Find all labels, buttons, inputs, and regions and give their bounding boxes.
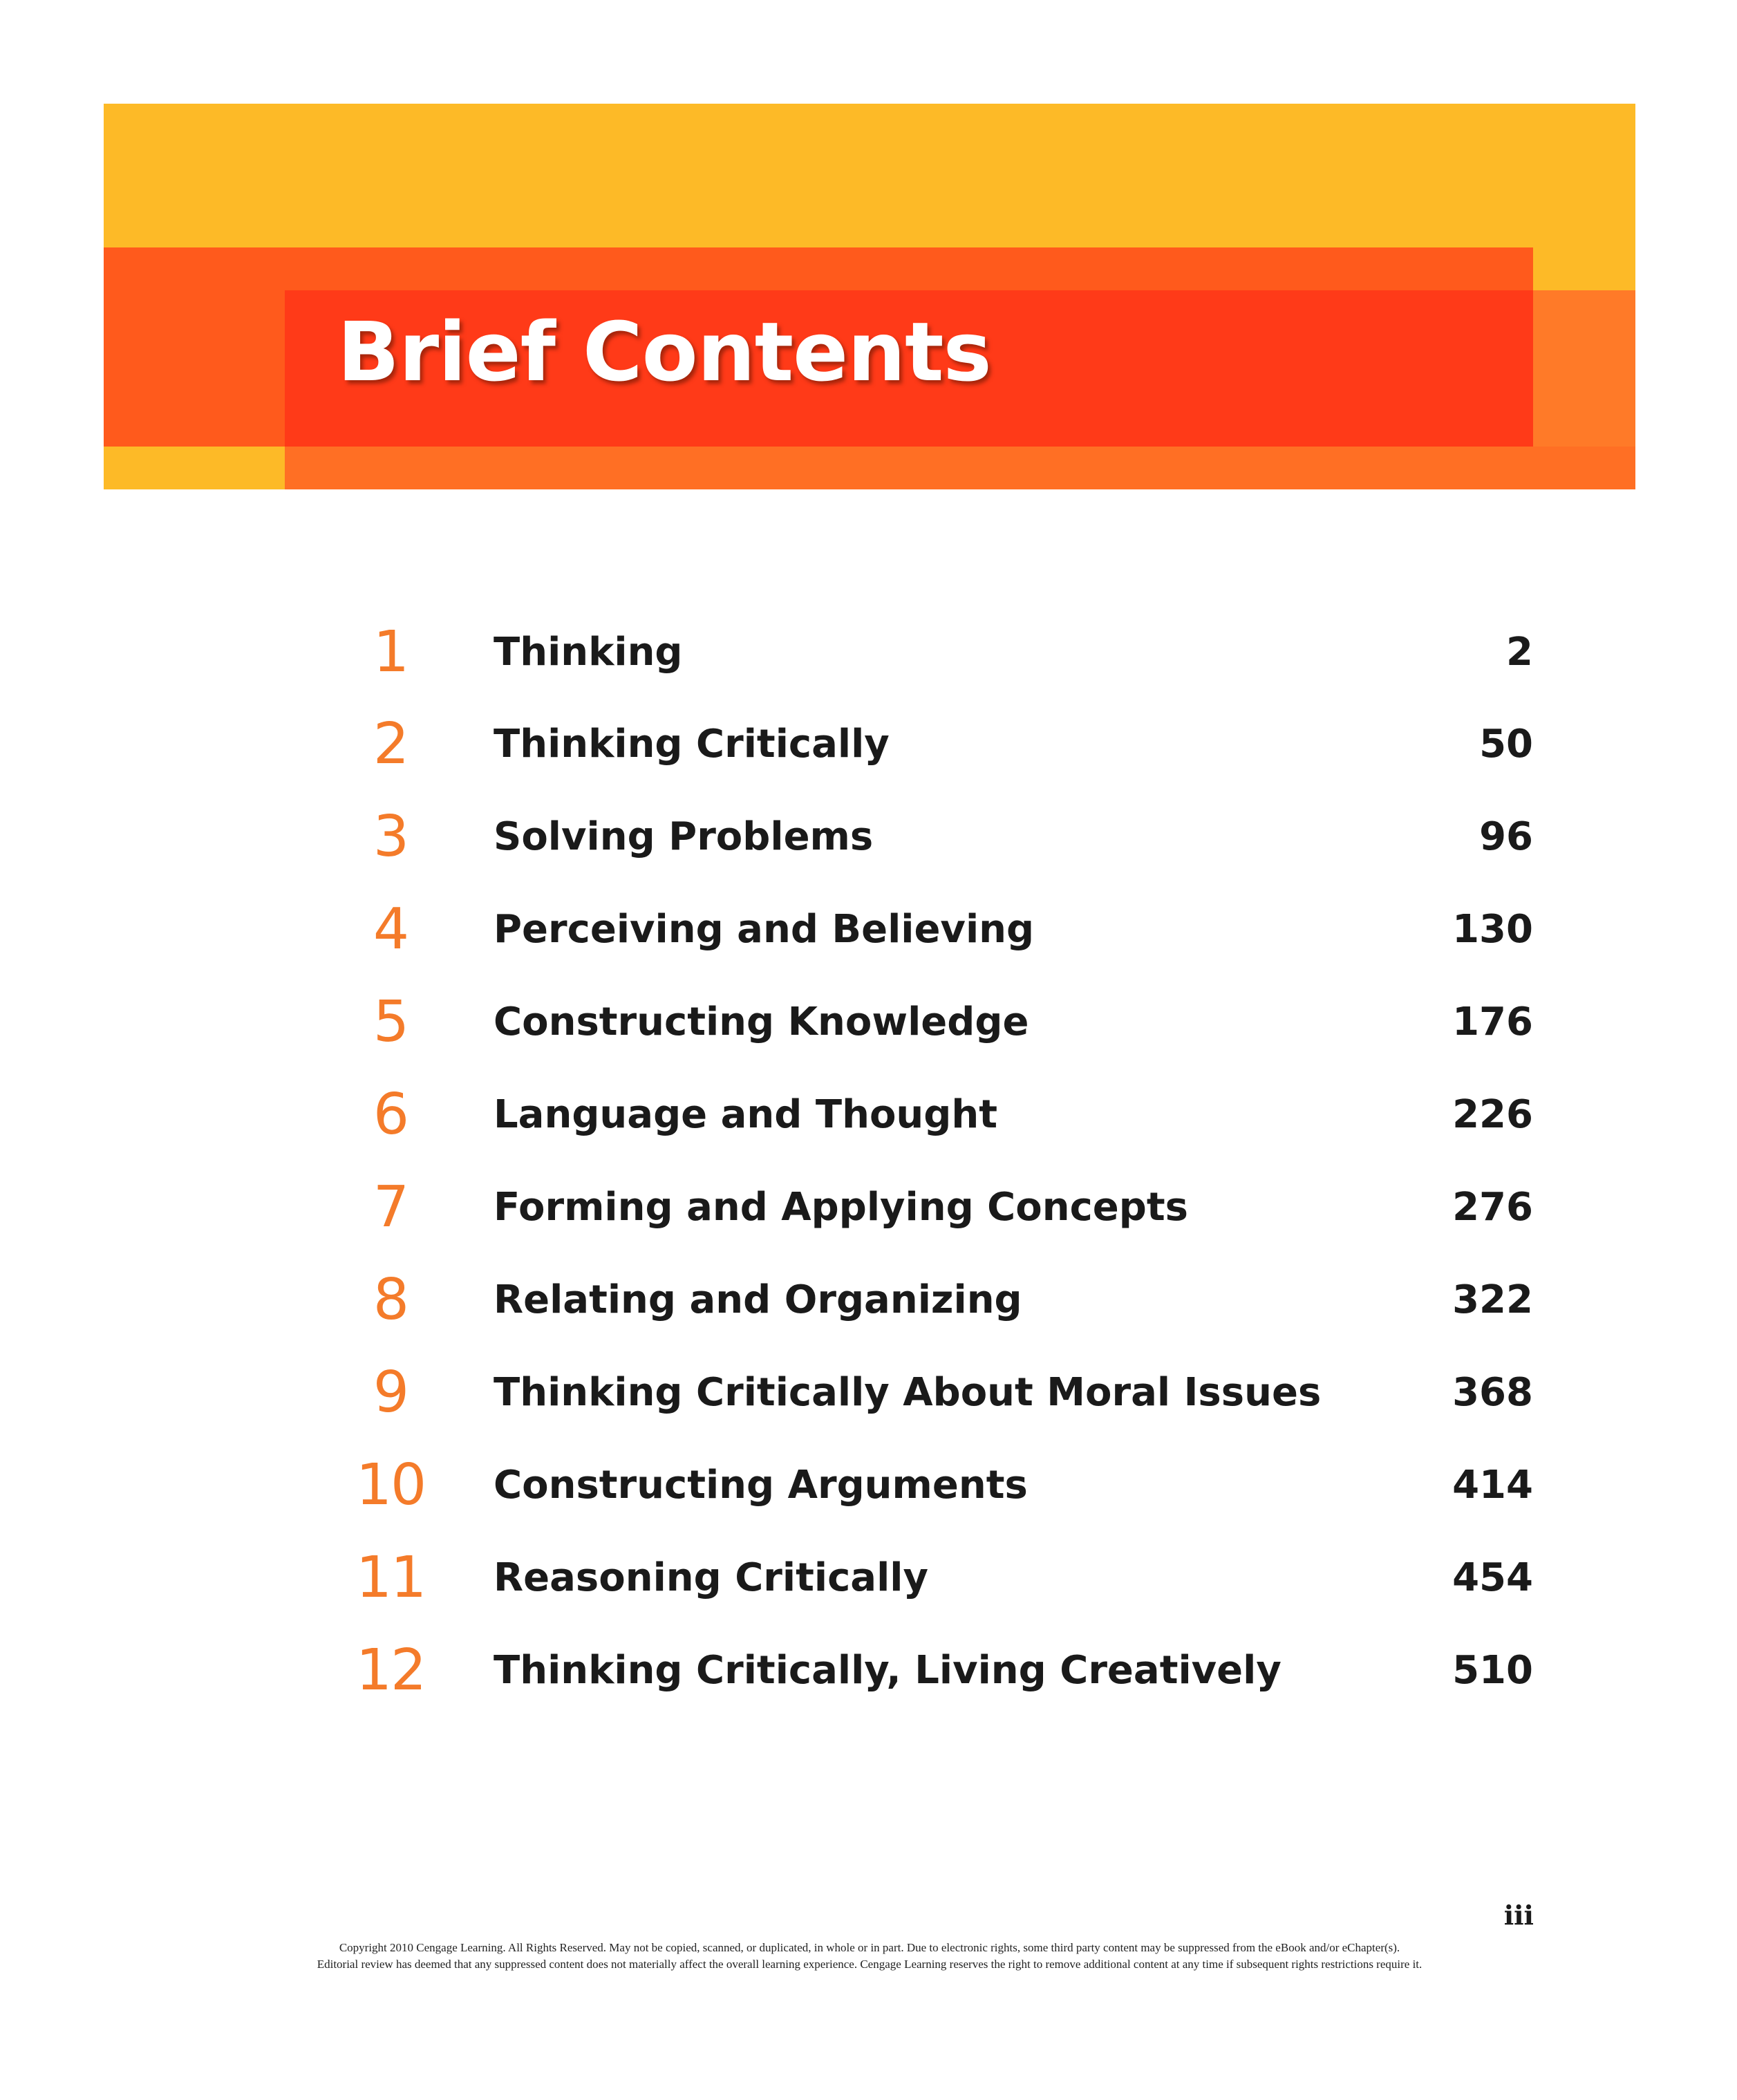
chapter-page-number: 2 <box>1506 630 1533 675</box>
chapter-title[interactable]: Thinking Critically <box>494 722 890 767</box>
chapter-number: 10 <box>355 1452 426 1518</box>
chapter-title[interactable]: Perceiving and Believing <box>494 907 1035 952</box>
chapter-number: 7 <box>373 1174 409 1240</box>
copyright-line-2: Editorial review has deemed that any suppressed content does not materially affect the overall learning experience. Cengage Learning reserves the right to remove additional content at any time if subsequent rights restrictions require it. <box>317 1958 1423 1971</box>
chapter-page-number: 276 <box>1452 1185 1533 1230</box>
chapter-page-number: 454 <box>1452 1555 1533 1600</box>
chapter-title[interactable]: Constructing Knowledge <box>494 1000 1029 1044</box>
chapter-page-number: 226 <box>1452 1092 1533 1137</box>
chapter-number: 1 <box>373 619 409 685</box>
chapter-page-number: 510 <box>1452 1648 1533 1693</box>
chapter-number: 8 <box>373 1267 409 1333</box>
toc-row-chapter-4[interactable] <box>0 892 1737 968</box>
toc-row-chapter-8[interactable] <box>0 1262 1737 1338</box>
chapter-number: 5 <box>373 989 409 1055</box>
toc-row-chapter-3[interactable] <box>0 799 1737 875</box>
toc-row-chapter-1[interactable] <box>0 615 1737 691</box>
chapter-number: 6 <box>373 1082 409 1147</box>
chapter-title[interactable]: Reasoning Critically <box>494 1555 928 1600</box>
chapter-page-number: 414 <box>1452 1463 1533 1508</box>
chapter-page-number: 368 <box>1452 1370 1533 1415</box>
chapter-page-number: 322 <box>1452 1277 1533 1322</box>
page-folio: iii <box>1503 1900 1534 1931</box>
toc-row-chapter-2[interactable] <box>0 706 1737 782</box>
chapter-number: 2 <box>373 711 409 777</box>
chapter-title[interactable]: Thinking Critically, Living Creatively <box>494 1648 1281 1693</box>
toc-row-chapter-6[interactable] <box>0 1077 1737 1153</box>
chapter-title[interactable]: Constructing Arguments <box>494 1463 1028 1508</box>
copyright-line-1: Copyright 2010 Cengage Learning. All Rights Reserved. May not be copied, scanned, or duplicated, in whole or in part. Due to electronic rights, some third party content may be suppressed from the eBook and/or eChapter(s). <box>339 1941 1400 1954</box>
toc-row-chapter-11[interactable] <box>0 1540 1737 1616</box>
chapter-page-number: 130 <box>1452 907 1533 952</box>
toc-row-chapter-7[interactable] <box>0 1170 1737 1246</box>
toc-row-chapter-10[interactable] <box>0 1447 1737 1524</box>
copyright-notice <box>104 1940 1635 1973</box>
chapter-number: 4 <box>373 897 409 962</box>
chapter-number: 12 <box>355 1638 426 1703</box>
chapter-number: 11 <box>355 1545 426 1611</box>
chapter-title[interactable]: Language and Thought <box>494 1092 998 1137</box>
page-title: Brief Contents <box>337 304 991 400</box>
chapter-title[interactable]: Thinking Critically About Moral Issues <box>494 1370 1322 1415</box>
chapter-number: 3 <box>373 804 409 870</box>
toc-row-chapter-9[interactable] <box>0 1355 1737 1431</box>
chapter-page-number: 176 <box>1452 1000 1533 1044</box>
chapter-title[interactable]: Solving Problems <box>494 814 874 859</box>
chapter-title[interactable]: Thinking <box>494 630 683 675</box>
chapter-page-number: 96 <box>1479 814 1533 859</box>
chapter-number: 9 <box>373 1360 409 1425</box>
toc-row-chapter-5[interactable] <box>0 984 1737 1060</box>
chapter-page-number: 50 <box>1479 722 1533 767</box>
chapter-title[interactable]: Forming and Applying Concepts <box>494 1185 1188 1230</box>
chapter-title[interactable]: Relating and Organizing <box>494 1277 1022 1322</box>
toc-row-chapter-12[interactable] <box>0 1633 1737 1709</box>
